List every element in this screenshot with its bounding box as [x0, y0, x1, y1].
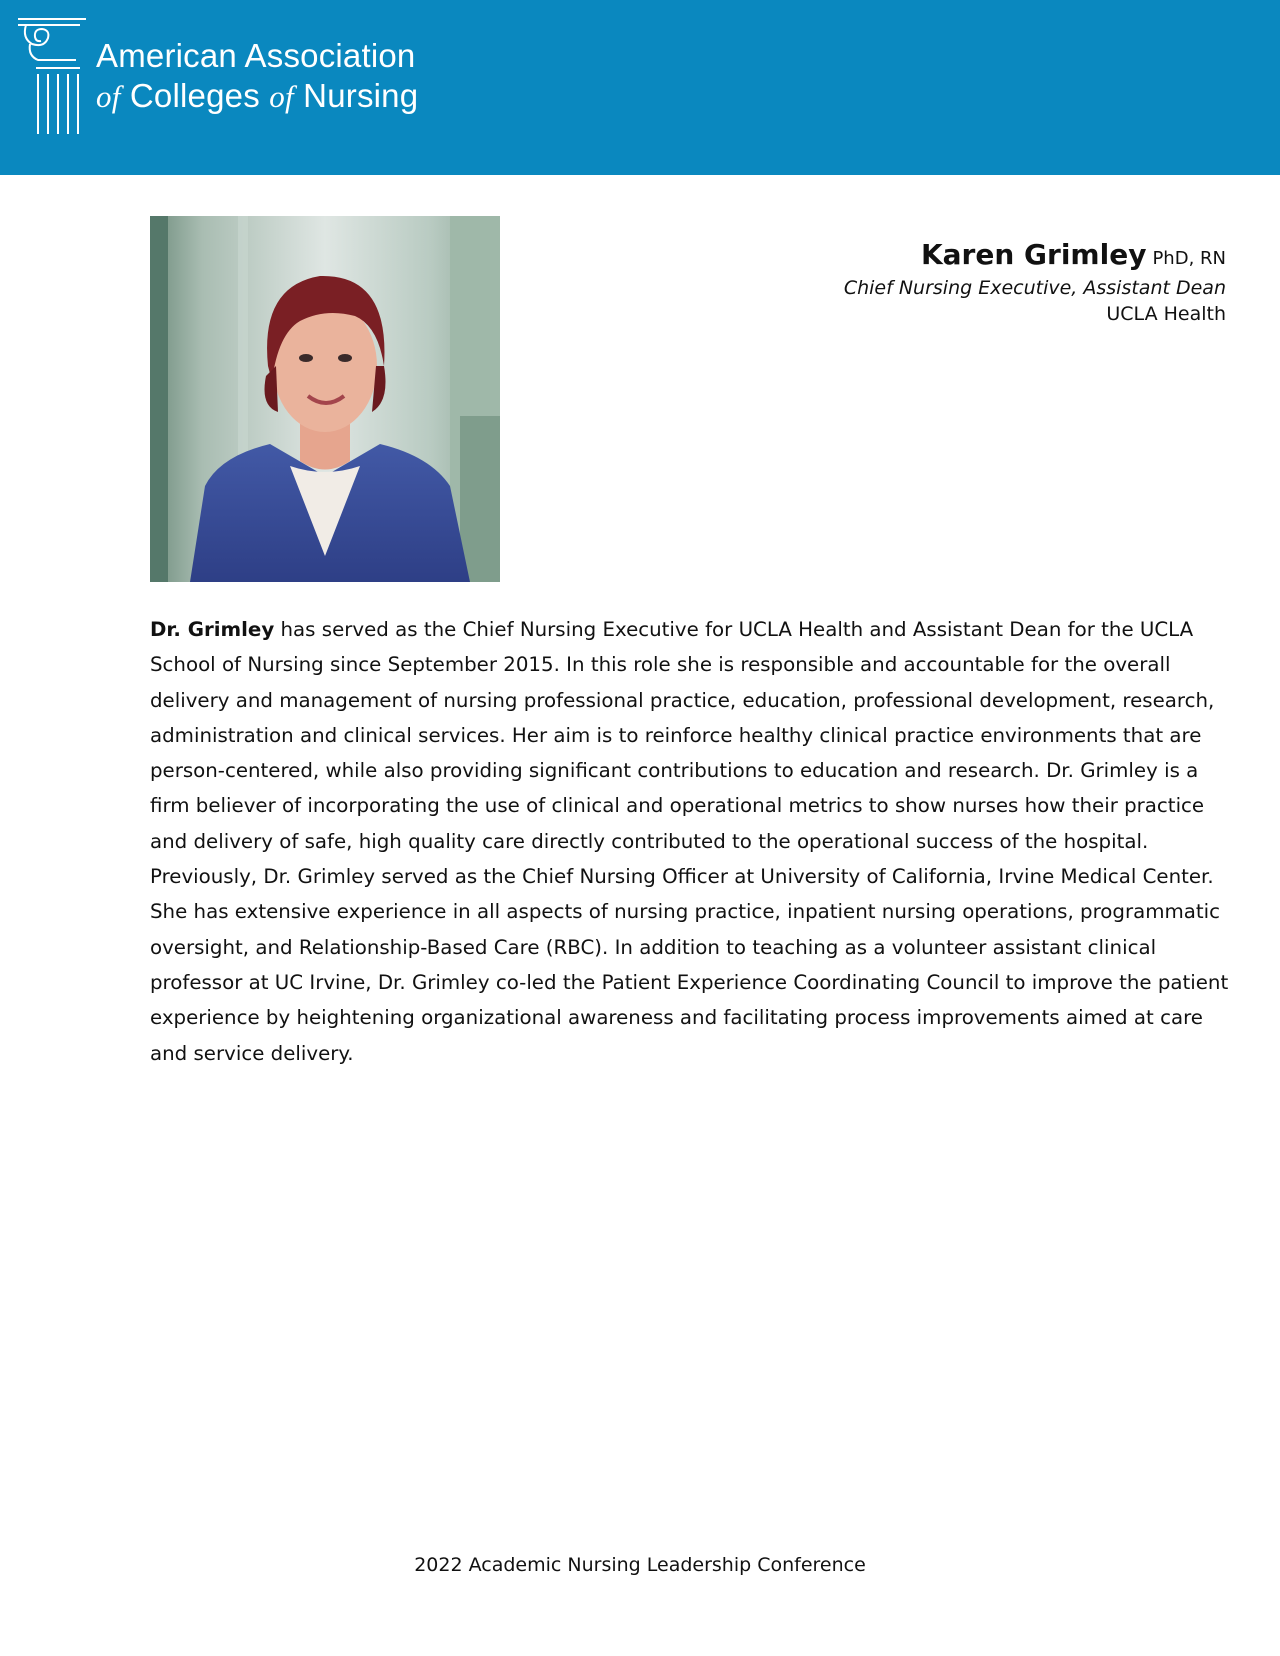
person-name: Karen Grimley — [920, 238, 1147, 271]
bio-text: has served as the Chief Nursing Executive for UCLA Health and Assistant Dean for the UCLA School of Nursing since September 2015. In this role she is responsible and accountable for the overall delivery and management of nursing professional practice, education, professional development, research, administration and clinical services. Her aim is to reinforce healthy clinical practice environments that are person-centered, while also providing significant contributions to education and research. Dr. Grimley is a firm believer of incorporating the use of clinical and operational metrics to show nurses how their practice and delivery of safe, high quality care directly contributed to the operational success of the hospital. Previously, Dr. Grimley served as the Chief Nursing Officer at University of California, Irvine Medical Center. She has extensive experience in all aspects of nursing practice, inpatient nursing operations, programmatic oversight, and Relationship-Based Care (RBC). In addition to teaching as a volunteer assistant clinical professor at UC Irvine, Dr. Grimley co-led the Patient Experience Coordinating Council to improve the patient experience by heightening organizational awareness and facilitating process improvements aimed at care and service delivery. — [150, 618, 1229, 1065]
org-logo-text — [96, 36, 418, 117]
person-title: Chief Nursing Executive, Assistant Dean — [843, 277, 1226, 299]
header-banner — [0, 0, 1280, 175]
profile-header — [844, 238, 1226, 325]
org-name-line2: of Colleges of Nursing — [96, 77, 419, 114]
ionic-column-icon — [16, 16, 88, 138]
footer-conference: 2022 Academic Nursing Leadership Conference — [414, 1554, 866, 1576]
biography-paragraph — [150, 612, 1230, 1071]
bio-lead: Dr. Grimley — [150, 618, 275, 641]
org-name-line1: American Association — [96, 37, 416, 74]
name-line — [844, 238, 1226, 271]
person-organization: UCLA Health — [1106, 303, 1226, 325]
portrait-photo — [150, 216, 500, 582]
person-credentials: PhD, RN — [1152, 248, 1226, 269]
